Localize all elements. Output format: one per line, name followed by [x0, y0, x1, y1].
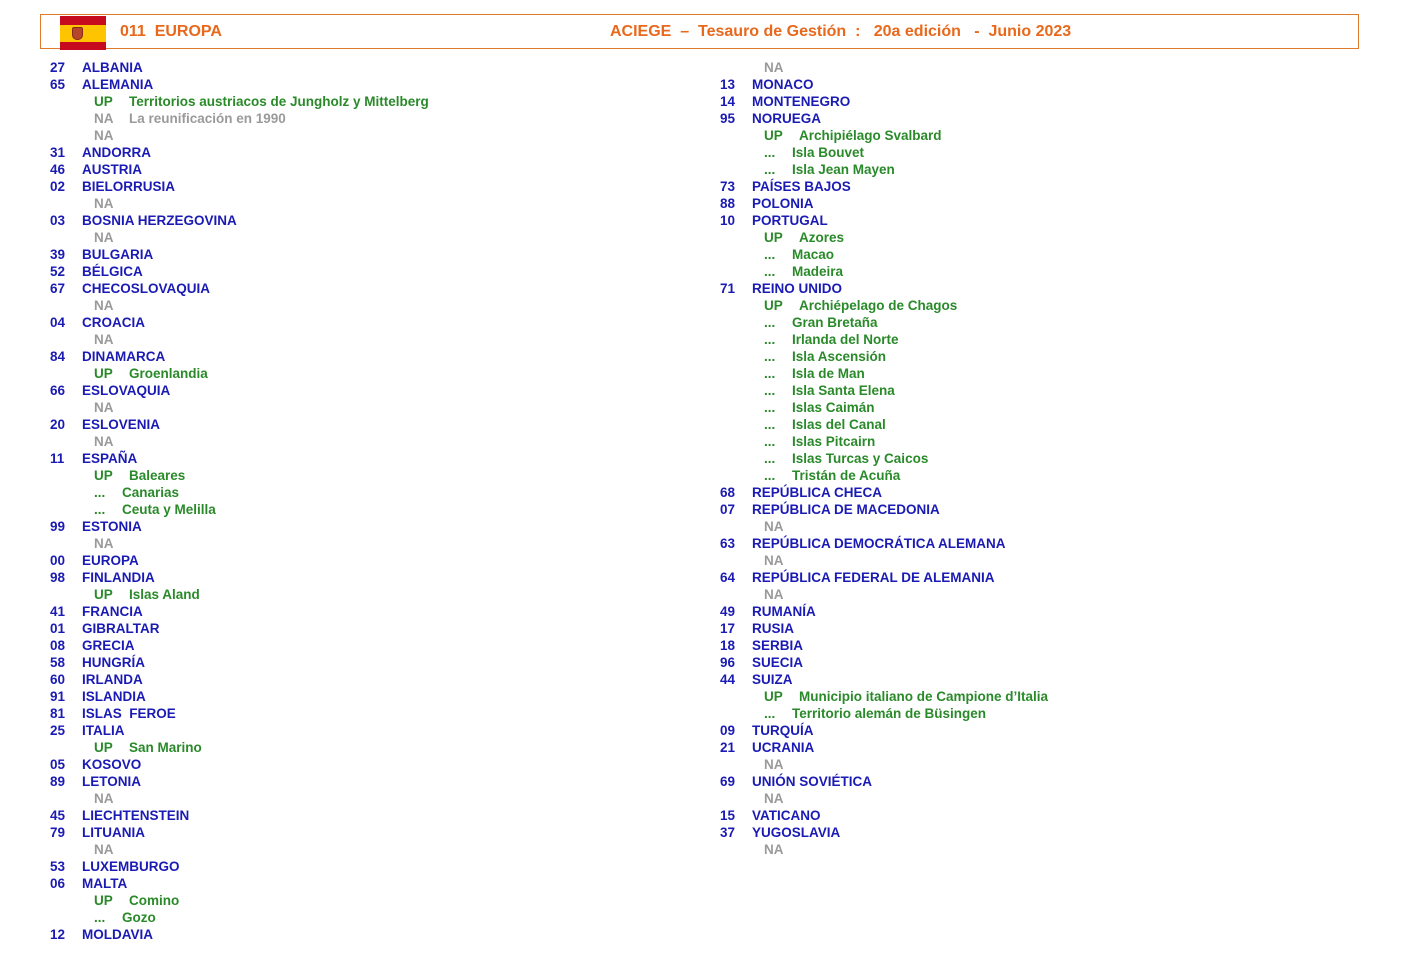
na-marker: NA [94, 128, 114, 143]
country-code: 37 [720, 825, 736, 840]
related-term-text: Gozo [122, 910, 156, 925]
country-name: ISLAS FEROE [82, 706, 176, 721]
country-name: MONACO [752, 77, 814, 92]
country-name: YUGOSLAVIA [752, 825, 841, 840]
continuation-marker: ... [764, 332, 776, 347]
country-code: 04 [50, 315, 66, 330]
scope-note-text: La reunificación en 1990 [129, 111, 286, 126]
spain-flag-icon [60, 16, 106, 50]
country-name: REINO UNIDO [752, 281, 843, 296]
country-name: AUSTRIA [82, 162, 142, 177]
country-name: FINLANDIA [82, 570, 155, 585]
na-marker: NA [94, 400, 114, 415]
country-name: SERBIA [752, 638, 804, 653]
related-term-text: Canarias [122, 485, 180, 500]
continuation-marker: ... [764, 162, 776, 177]
country-name: REPÚBLICA FEDERAL DE ALEMANIA [752, 570, 995, 585]
country-name: FRANCIA [82, 604, 143, 619]
country-code: 20 [50, 417, 66, 432]
country-code: 73 [720, 179, 736, 194]
country-code: 21 [720, 740, 736, 755]
na-marker: NA [94, 434, 114, 449]
na-marker: NA [764, 519, 784, 534]
na-marker: NA [764, 791, 784, 806]
country-name: ESTONIA [82, 519, 142, 534]
country-name: ITALIA [82, 723, 125, 738]
country-code: 64 [720, 570, 736, 585]
country-code: 08 [50, 638, 66, 653]
country-code: 69 [720, 774, 736, 789]
country-code: 27 [50, 60, 66, 75]
country-name: EUROPA [82, 553, 139, 568]
country-code: 12 [50, 927, 66, 942]
country-name: KOSOVO [82, 757, 142, 772]
na-marker: NA [94, 791, 114, 806]
country-code: 44 [720, 672, 736, 687]
country-code: 17 [720, 621, 736, 636]
related-term-text: Archiépelago de Chagos [799, 298, 958, 313]
document-title: ACIEGE – Tesauro de Gestión : 20a edición - Junio 2023 [610, 23, 1072, 40]
up-marker: UP [94, 468, 113, 483]
related-term-text: Isla Santa Elena [792, 383, 895, 398]
country-code: 63 [720, 536, 736, 551]
country-name: TURQUÍA [752, 723, 814, 738]
na-marker: NA [94, 230, 114, 245]
related-term-text: Madeira [792, 264, 844, 279]
country-name: VATICANO [752, 808, 821, 823]
continuation-marker: ... [764, 468, 776, 483]
related-term-text: Comino [129, 893, 180, 908]
continuation-marker: ... [764, 706, 776, 721]
up-marker: UP [94, 94, 113, 109]
country-code: 96 [720, 655, 736, 670]
country-code: 03 [50, 213, 66, 228]
country-name: SUECIA [752, 655, 804, 670]
continuation-marker: ... [94, 485, 106, 500]
country-code: 01 [50, 621, 66, 636]
country-code: 89 [50, 774, 66, 789]
country-code: 81 [50, 706, 66, 721]
country-name: DINAMARCA [82, 349, 166, 364]
related-term-text: Islas Pitcairn [792, 434, 876, 449]
up-marker: UP [94, 893, 113, 908]
up-marker: UP [94, 740, 113, 755]
country-code: 68 [720, 485, 736, 500]
country-code: 41 [50, 604, 66, 619]
na-marker: NA [764, 553, 784, 568]
continuation-marker: ... [764, 145, 776, 160]
continuation-marker: ... [764, 366, 776, 381]
country-code: 13 [720, 77, 736, 92]
country-name: REPÚBLICA DEMOCRÁTICA ALEMANA [752, 536, 1006, 551]
na-marker: NA [94, 536, 114, 551]
na-marker: NA [764, 587, 784, 602]
country-name: CHECOSLOVAQUIA [82, 281, 211, 296]
up-marker: UP [764, 689, 783, 704]
country-name: RUMANÍA [752, 604, 816, 619]
country-code: 05 [50, 757, 66, 772]
country-name: ESLOVAQUIA [82, 383, 171, 398]
country-name: CROACIA [82, 315, 145, 330]
country-code: 79 [50, 825, 66, 840]
country-name: HUNGRÍA [82, 655, 145, 670]
related-term-text: Isla Ascensión [792, 349, 887, 364]
country-name: NORUEGA [752, 111, 822, 126]
section-title: 011 EUROPA [120, 23, 222, 40]
related-term-text: Isla Bouvet [792, 145, 865, 160]
country-code: 45 [50, 808, 66, 823]
continuation-marker: ... [764, 264, 776, 279]
country-name: MOLDAVIA [82, 927, 153, 942]
country-code: 67 [50, 281, 66, 296]
country-name: REPÚBLICA CHECA [752, 485, 883, 500]
continuation-marker: ... [764, 349, 776, 364]
country-name: ISLANDIA [82, 689, 146, 704]
country-code: 91 [50, 689, 66, 704]
country-code: 52 [50, 264, 66, 279]
continuation-marker: ... [764, 383, 776, 398]
country-name: GIBRALTAR [82, 621, 160, 636]
related-term-text: Territorios austriacos de Jungholz y Mittelberg [129, 94, 429, 109]
country-code: 09 [720, 723, 736, 738]
country-name: LUXEMBURGO [82, 859, 180, 874]
country-code: 31 [50, 145, 66, 160]
up-marker: UP [94, 366, 113, 381]
country-code: 65 [50, 77, 66, 92]
related-term-text: Irlanda del Norte [792, 332, 899, 347]
country-code: 53 [50, 859, 66, 874]
country-code: 49 [720, 604, 736, 619]
up-marker: UP [94, 587, 113, 602]
country-code: 39 [50, 247, 66, 262]
country-code: 14 [720, 94, 736, 109]
continuation-marker: ... [764, 400, 776, 415]
na-marker: NA [764, 60, 784, 75]
continuation-marker: ... [94, 502, 106, 517]
country-name: BÉLGICA [82, 264, 143, 279]
country-code: 25 [50, 723, 66, 738]
related-term-text: Islas Aland [129, 587, 200, 602]
continuation-marker: ... [764, 451, 776, 466]
related-term-text: San Marino [129, 740, 202, 755]
country-name: IRLANDA [82, 672, 143, 687]
country-name: ANDORRA [82, 145, 151, 160]
country-name: PORTUGAL [752, 213, 828, 228]
country-name: LETONIA [82, 774, 142, 789]
continuation-marker: ... [764, 247, 776, 262]
country-name: ALEMANIA [82, 77, 154, 92]
country-name: ESLOVENIA [82, 417, 161, 432]
related-term-text: Islas del Canal [792, 417, 886, 432]
related-term-text: Macao [792, 247, 835, 262]
related-term-text: Archipiélago Svalbard [799, 128, 942, 143]
country-code: 71 [720, 281, 736, 296]
related-term-text: Islas Turcas y Caicos [792, 451, 929, 466]
related-term-text: Ceuta y Melilla [122, 502, 216, 517]
related-term-text: Azores [799, 230, 845, 245]
country-code: 99 [50, 519, 66, 534]
continuation-marker: ... [764, 315, 776, 330]
up-marker: UP [764, 128, 783, 143]
country-code: 95 [720, 111, 736, 126]
na-marker: NA [94, 196, 114, 211]
country-code: 58 [50, 655, 66, 670]
country-name: UNIÓN SOVIÉTICA [752, 774, 873, 789]
na-marker: NA [764, 757, 784, 772]
related-term-text: Territorio alemán de Büsingen [792, 706, 987, 721]
country-name: LIECHTENSTEIN [82, 808, 190, 823]
country-code: 98 [50, 570, 66, 585]
related-term-text: Gran Bretaña [792, 315, 878, 330]
na-marker: NA [94, 111, 114, 126]
country-code: 00 [50, 553, 66, 568]
related-term-text: Islas Caimán [792, 400, 875, 415]
country-code: 15 [720, 808, 736, 823]
country-code: 60 [50, 672, 66, 687]
page-header [40, 14, 1359, 49]
up-marker: UP [764, 298, 783, 313]
country-name: GRECIA [82, 638, 135, 653]
country-name: RUSIA [752, 621, 795, 636]
related-term-text: Baleares [129, 468, 186, 483]
country-code: 88 [720, 196, 736, 211]
country-name: REPÚBLICA DE MACEDONIA [752, 502, 940, 517]
country-name: SUIZA [752, 672, 793, 687]
continuation-marker: ... [94, 910, 106, 925]
country-name: MONTENEGRO [752, 94, 851, 109]
country-name: BIELORRUSIA [82, 179, 176, 194]
country-code: 18 [720, 638, 736, 653]
related-term-text: Isla Jean Mayen [792, 162, 895, 177]
up-marker: UP [764, 230, 783, 245]
na-marker: NA [94, 298, 114, 313]
country-name: BULGARIA [82, 247, 154, 262]
country-code: 46 [50, 162, 66, 177]
country-name: ESPAÑA [82, 451, 138, 466]
country-code: 84 [50, 349, 66, 364]
country-name: PAÍSES BAJOS [752, 179, 851, 194]
na-marker: NA [94, 842, 114, 857]
country-code: 07 [720, 502, 736, 517]
country-name: UCRANIA [752, 740, 815, 755]
na-marker: NA [764, 842, 784, 857]
related-term-text: Municipio italiano de Campione d’Italia [799, 689, 1049, 704]
country-name: POLONIA [752, 196, 814, 211]
country-code: 06 [50, 876, 66, 891]
country-code: 02 [50, 179, 66, 194]
country-name: MALTA [82, 876, 128, 891]
country-name: LITUANIA [82, 825, 145, 840]
country-name: BOSNIA HERZEGOVINA [82, 213, 237, 228]
country-code: 66 [50, 383, 66, 398]
country-code: 10 [720, 213, 736, 228]
related-term-text: Isla de Man [792, 366, 865, 381]
related-term-text: Groenlandia [129, 366, 208, 381]
country-code: 11 [50, 451, 65, 466]
na-marker: NA [94, 332, 114, 347]
continuation-marker: ... [764, 417, 776, 432]
country-name: ALBANIA [82, 60, 143, 75]
continuation-marker: ... [764, 434, 776, 449]
related-term-text: Tristán de Acuña [792, 468, 901, 483]
